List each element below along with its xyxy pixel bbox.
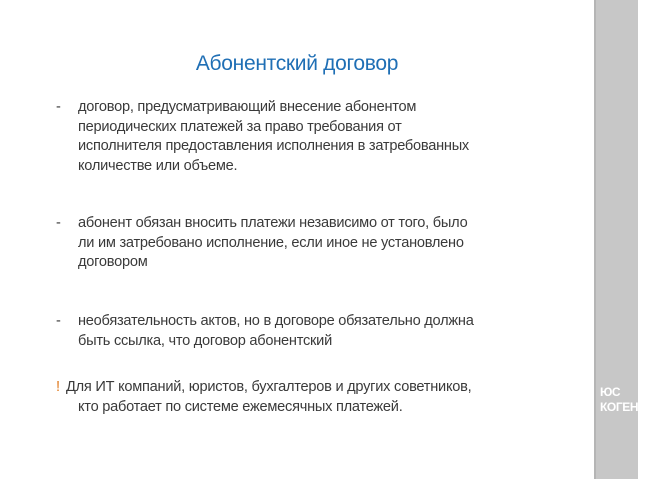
bullet-line: необязательность актов, но в договоре обязательно должна bbox=[78, 313, 474, 329]
logo-line: КОГЕНС I bbox=[600, 400, 652, 414]
bullet-marker: - bbox=[56, 313, 61, 329]
bullet-text bbox=[78, 312, 541, 351]
bullet-line: быть ссылка, что договор абонентский bbox=[78, 332, 332, 349]
bullet-marker: - bbox=[56, 215, 61, 231]
bullet-item bbox=[56, 214, 541, 273]
bullet-text bbox=[78, 214, 541, 273]
bullet-line: договор, предусматривающий внесение абонентом bbox=[78, 99, 417, 115]
note-item bbox=[56, 378, 541, 417]
sidebar-shade bbox=[594, 0, 596, 479]
bullet-line: ли им затребовано исполнение, если иное не установлено bbox=[78, 234, 464, 251]
note-line: Для ИТ компаний, юристов, бухгалтеров и других советников, bbox=[66, 379, 472, 395]
slide-title: Абонентский договор bbox=[195, 52, 399, 75]
bullet-line: абонент обязан вносить платежи независимо от того, было bbox=[78, 215, 468, 231]
bullet-line: исполнителя предоставления исполнения в затребованных bbox=[78, 138, 469, 154]
bullet-item bbox=[56, 98, 541, 176]
bullet-text bbox=[78, 98, 541, 176]
logo-line: ЮС bbox=[600, 385, 621, 399]
bullet-line: периодических платежей за право требования от bbox=[78, 118, 402, 135]
bullet-line: договором bbox=[78, 254, 148, 270]
company-logo bbox=[600, 385, 652, 425]
exclamation-marker: ! bbox=[56, 379, 60, 395]
note-text bbox=[66, 378, 541, 417]
note-line: кто работает по системе ежемесячных платежей. bbox=[78, 398, 403, 415]
bullet-item bbox=[56, 312, 541, 351]
bullet-line: количестве или объеме. bbox=[78, 157, 238, 174]
bullet-marker: - bbox=[56, 99, 61, 115]
